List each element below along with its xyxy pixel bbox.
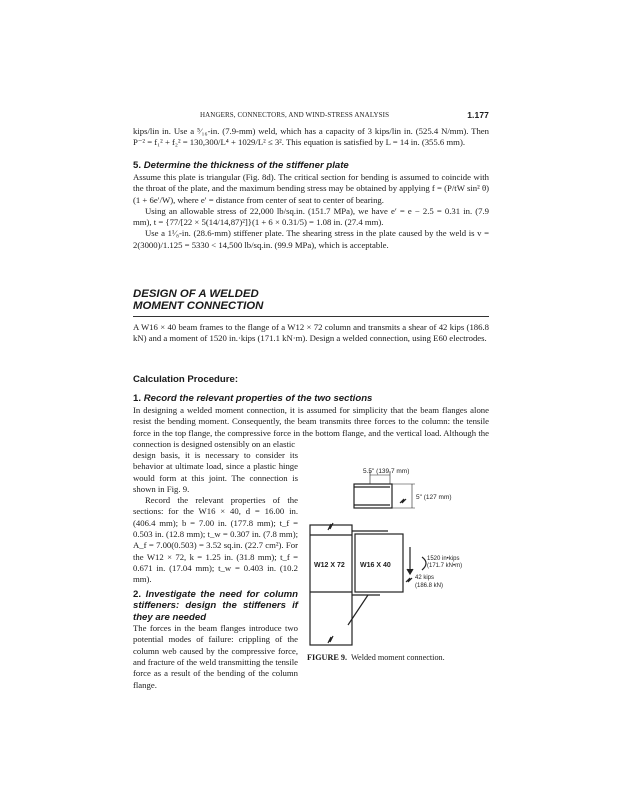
paragraph-top: kips/lin in. Use a ⁵⁄₁₆-in. (7.9-mm) weld, which has a capacity of 3 kips/lin in. (525.4 N/mm). Then P⁻² = f₁² + f₂² = 130,300/L⁴ + 1029/L² ≤ 3². This equation is satisfied by L = 14 in. (355.6 mm).	[133, 126, 489, 148]
flange-plate-detail	[354, 484, 392, 508]
paragraph: Using an allowable stress of 22,000 lb/sq.in. (151.7 MPa), we have e′ = e − 2.5 = 0.31 in. (7.9 mm), t = {77/[22 × 5(14/14,87)²]}(1 + 6 × 0.31/5) = 1.08 in. (27.4 mm).	[133, 205, 489, 228]
break-symbol	[328, 523, 333, 530]
column-w12x72	[310, 525, 352, 645]
moment-label-line2: (171.7 kN•m)	[427, 563, 463, 569]
step-1-body: In designing a welded moment connection, it is assumed for simplicity that the beam flanges alone resist the bending moment. Consequently, the beam transmits three forces to the column: the tensile force in the top flange, the compressive force in the bottom flange, and the vertical load. Although the connection is designed ostensibly on an elastic	[133, 405, 489, 449]
running-header	[200, 111, 489, 119]
paragraph: The forces in the beam flanges introduce two potential modes of failure: crippling of the column web caused by the compressive force, and fracture of the weld transmitting the tensile force as a result of the bending of the column flange.	[133, 623, 298, 690]
page-number: 1.177	[467, 110, 489, 120]
step-number: 5.	[133, 160, 142, 171]
step-1-heading	[133, 393, 489, 405]
section-title	[133, 288, 263, 312]
section-intro: A W16 × 40 beam frames to the flange of a W12 × 72 column and transmits a shear of 42 kips (186.8 kN) and a moment of 1520 in.·kips (171.1 kN·m). Design a welded connection, using E60 electrodes.	[133, 322, 489, 344]
dimension-height-label: 5" (127 mm)	[416, 494, 452, 501]
shear-label-line1: 42 kips	[415, 575, 435, 581]
section-title-line: DESIGN OF A WELDED	[133, 288, 259, 300]
step-5-body	[133, 172, 489, 251]
section-title-line: MOMENT CONNECTION	[133, 300, 264, 312]
step-title: Record the relevant properties of the two sections	[143, 393, 373, 404]
break-symbol	[328, 636, 333, 643]
shear-label-line2: (186.8 kN)	[415, 583, 444, 589]
paragraph: Record the relevant properties of the sections: for the W16 × 40, d = 16.00 in. (406.4 mm); b = 7.00 in. (177.8 mm); t_f = 0.503 in. (12.8 mm); t_w = 0.307 in. (7.8 mm); A_f = 7.00(0.503) = 3.52 sq.in. (22.7 cm²). For the W12 × 72, k = 1.25 in. (31.8 mm); t_f = 0.671 in. (17.04 mm); t_w = 0.403 in. (10.2 mm).	[133, 495, 298, 585]
dimension-width-label: 5.5" (139.7 mm)	[363, 468, 410, 475]
paragraph: Use a 1¹⁄₈-in. (28.6-mm) stiffener plate. The shearing stress in the plate caused by the weld is v = 2(3000)/1.125 = 5330 < 14,500 lb/sq.in. (99.9 MPa), which is acceptable.	[133, 228, 489, 250]
column-label: W12 X 72	[314, 562, 345, 569]
figure-9-drawing	[300, 465, 495, 655]
running-title: HANGERS, CONNECTORS, AND WIND-STRESS ANALYSIS	[200, 111, 390, 119]
step-title: Investigate the need for column stiffeners: design the stiffeners if they are needed	[133, 588, 298, 623]
weld-symbol	[400, 499, 406, 503]
paragraph: design basis, it is necessary to consider its behavior at ultimate load, since a plastic hinge would form at this joint. The connection is shown in Fig. 9.	[133, 450, 298, 494]
step-5-heading	[133, 160, 489, 172]
caption-text: Welded moment connection.	[350, 653, 445, 662]
caption-label: FIGURE 9.	[307, 653, 348, 662]
paragraph: Assume this plate is triangular (Fig. 8d). The critical section for bending is assumed to coincide with the throat of the plate, and the maximum bending stress may be obtained by applying f = (P/tW sin² θ)(1 + 6e′/W), where e′ = distance from center of seat to center of bearing.	[133, 172, 489, 205]
step-number: 2.	[133, 588, 142, 600]
step-number: 1.	[133, 393, 142, 404]
step-2-heading	[133, 589, 298, 624]
stiffener-leader	[348, 595, 368, 625]
section-rule	[133, 316, 489, 317]
step-title: Determine the thickness of the stiffener plate	[143, 160, 349, 171]
calc-procedure-heading: Calculation Procedure:	[133, 374, 239, 385]
beam-label: W16 X 40	[360, 562, 391, 569]
moment-label-line1: 1520 in•kips	[427, 556, 460, 562]
figure-caption	[307, 653, 445, 662]
moment-arrow	[422, 557, 426, 570]
left-column	[133, 450, 298, 691]
